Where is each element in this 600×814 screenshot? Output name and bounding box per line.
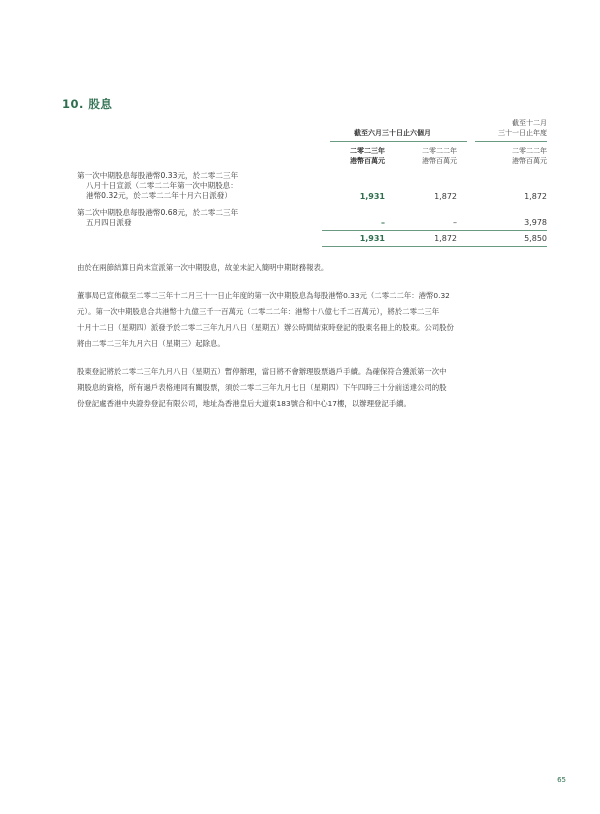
header-rule-six-months (330, 141, 467, 142)
header-rule-year (475, 141, 547, 142)
row2-value-2023: – (381, 218, 385, 227)
col1-year: 二零二三年 (350, 147, 385, 155)
total-2022: 1,872 (434, 234, 457, 243)
paragraph-2-line-4: 將由二零二三年九月六日（星期三）起除息。 (77, 339, 225, 348)
row1-value-2022: 1,872 (434, 192, 457, 201)
total-2023: 1,931 (359, 234, 385, 243)
header-year-end-line2: 三十一日止年度 (498, 129, 547, 137)
page-number: 65 (557, 776, 566, 784)
paragraph-2-line-1: 董事局已宣佈截至二零二三年十二月三十一日止年度的第一次中期股息為每股港幣0.33元（二零二二年：港幣0.32 (77, 291, 450, 300)
col2-unit: 港幣百萬元 (422, 157, 457, 165)
row2-label-line1: 第二次中期股息每股港幣0.68元，於二零二三年 (77, 208, 239, 217)
row1-label-line3: 港幣0.32元，於二零二二年十月六日派發） (86, 191, 232, 200)
paragraph-1-line-1: 由於在兩節結算日尚未宣派第一次中期股息，故並未記入簡明中期財務報表。 (77, 263, 329, 272)
col2-year: 二零二二年 (422, 147, 457, 155)
row2-value-2022fy: 3,978 (524, 218, 547, 227)
col1-unit: 港幣百萬元 (350, 157, 385, 165)
total-rule-top (322, 230, 547, 231)
paragraph-3 (77, 364, 547, 412)
row1-value-2023: 1,931 (359, 192, 385, 201)
row1-label-line1: 第一次中期股息每股港幣0.33元，於二零二三年 (77, 171, 239, 180)
row2-label-line2: 五月四日派發 (86, 218, 132, 227)
section-heading: 10. 股息 (62, 97, 113, 111)
row1-value-2022fy: 1,872 (524, 192, 547, 201)
paragraph-3-line-2: 期股息的資格，所有過戶表格連同有關股票，須於二零二三年九月七日（星期四）下午四時三十分前送達公司的股 (77, 383, 447, 392)
header-year-end-line1: 截至十二月 (512, 119, 547, 127)
col3-year: 二零二二年 (512, 147, 547, 155)
row1-label-line2: 八月十日宣派（二零二二年第一次中期股息： (86, 181, 238, 190)
paragraph-1 (77, 260, 547, 276)
paragraph-3-line-1: 股東登記將於二零二三年九月八日（星期五）暫停辦理，當日將不會辦理股票過戶手續。為確保符合獲派第一次中 (77, 367, 447, 376)
row2-value-2022: – (453, 218, 457, 227)
paragraph-2 (77, 288, 547, 352)
paragraph-2-line-3: 十月十二日（星期四）派發予於二零二三年九月八日（星期五）辦公時間結束時登記的股東名冊上的股東。公司股份 (77, 323, 454, 332)
paragraph-3-line-3: 份登記處香港中央證券登記有限公司，地址為香港皇后大道東183號合和中心17樓，以辦理登記手續。 (77, 399, 411, 408)
paragraph-2-line-2: 元）。第一次中期股息合共港幣十九億三千一百萬元（二零二二年：港幣十八億七千二百萬元），將於二零二三年 (77, 307, 440, 316)
total-2022fy: 5,850 (524, 234, 547, 243)
total-rule-bottom (322, 246, 547, 247)
header-six-months: 截至六月三十日止六個月 (354, 129, 431, 137)
col3-unit: 港幣百萬元 (512, 157, 547, 165)
